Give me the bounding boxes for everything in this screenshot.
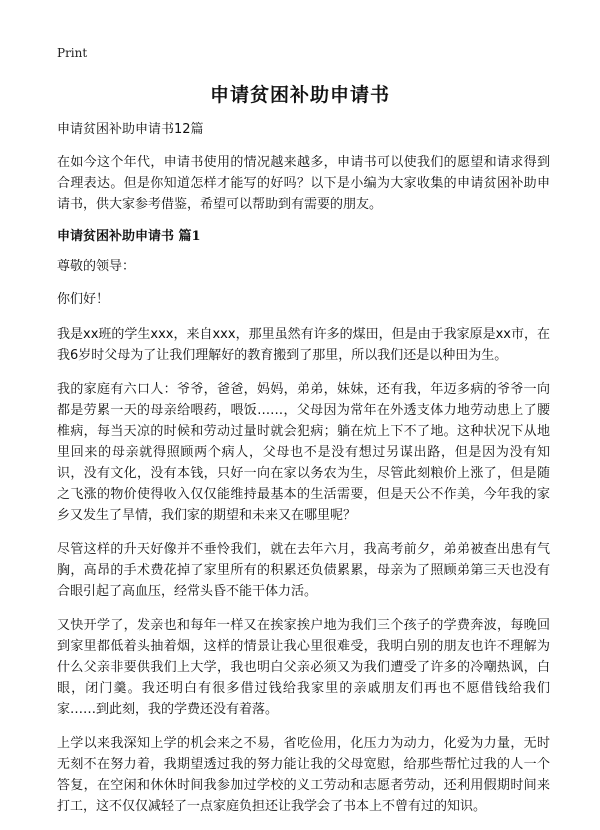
body-paragraph-3: 尽管这样的升天好像并不垂怜我们，就在去年六月，我高考前夕，弟弟被查出患有气胸，高昂的手术费花掉了家里所有的积累还负债累累，母亲为了照顾弟第三天也没有合眼引起了高血压，经常头昏不能干体力活。 — [57, 542, 550, 599]
body-paragraph-5: 上学以来我深知上学的机会来之不易，省吃俭用，化压力为动力，化爱为力量，无时无刻不在努力着，我期望透过我的努力能让我的父母宽慰，给那些帮忙过我的人一个答复，在空闲和休休时间我参加过学校的义工劳动和志愿者劳动，还利用假期时间来打工，这不仅仅减轻了一点家庭负担还让我学会了书本上不曾有过的知识。 — [57, 736, 550, 814]
document-title: 申请贫困补助申请书 — [209, 84, 390, 106]
print-label: Print — [57, 46, 88, 60]
intro-paragraph: 在如今这个年代，申请书使用的情况越来越多，申请书可以使我们的愿望和请求得到合理表达。但是你知道怎样才能写的好吗？以下是小编为大家收集的申请贫困补助申请书，供大家参考借鉴，希望可以帮助到有需要的朋友。 — [57, 155, 550, 212]
body-paragraph-1: 我是xx班的学生xxx，来自xxx，那里虽然有许多的煤田，但是由于我家原是xx市，在我6岁时父母为了让我们理解好的教育搬到了那里，所以我们还是以种田为生。 — [57, 327, 550, 363]
salutation: 尊敬的领导： — [57, 259, 136, 274]
document-body — [57, 121, 550, 830]
greeting: 你们好！ — [57, 292, 110, 307]
section-heading: 申请贫困补助申请书 篇1 — [57, 229, 201, 244]
document-subtitle: 申请贫困补助申请书12篇 — [57, 122, 204, 137]
body-paragraph-4: 又快开学了，发亲也和每年一样又在挨家挨户地为我们三个孩子的学费奔波，每晚回到家里都低着头抽着烟，这样的情景让我心里很难受，我明白别的朋友也许不理解为什么父亲非要供我们上大学，我也明白父亲必须又为我们遭受了许多的冷嘲热讽，白眼，闭门羹。我还明白有很多借过钱给我家里的亲戚朋友们再也不愿借钱给我们家……到此刻，我的学费还没有着落。 — [57, 618, 550, 717]
body-paragraph-2: 我的家庭有六口人：爷爷，爸爸，妈妈，弟弟，妹妹，还有我，年迈多病的爷爷一向都是劳累一天的母亲给喂药，喂饭……，父母因为常年在外透支体力地劳动患上了腰椎病，每当天凉的时候和劳动过量时就会犯病；躺在炕上下不了地。这种状况下从地里回来的母亲就得照顾两个病人，父母也不是没有想过另谋出路，但是因为没有知识，没有文化，没有本钱，只好一向在家以务农为生，尽管此刻粮价上涨了，但是随之飞涨的物价使得收入仅仅能维持最基本的生活需要，但是天公不作美，今年我的家乡又发生了旱情，我们家的期望和未来又在哪里呢？ — [57, 382, 550, 523]
